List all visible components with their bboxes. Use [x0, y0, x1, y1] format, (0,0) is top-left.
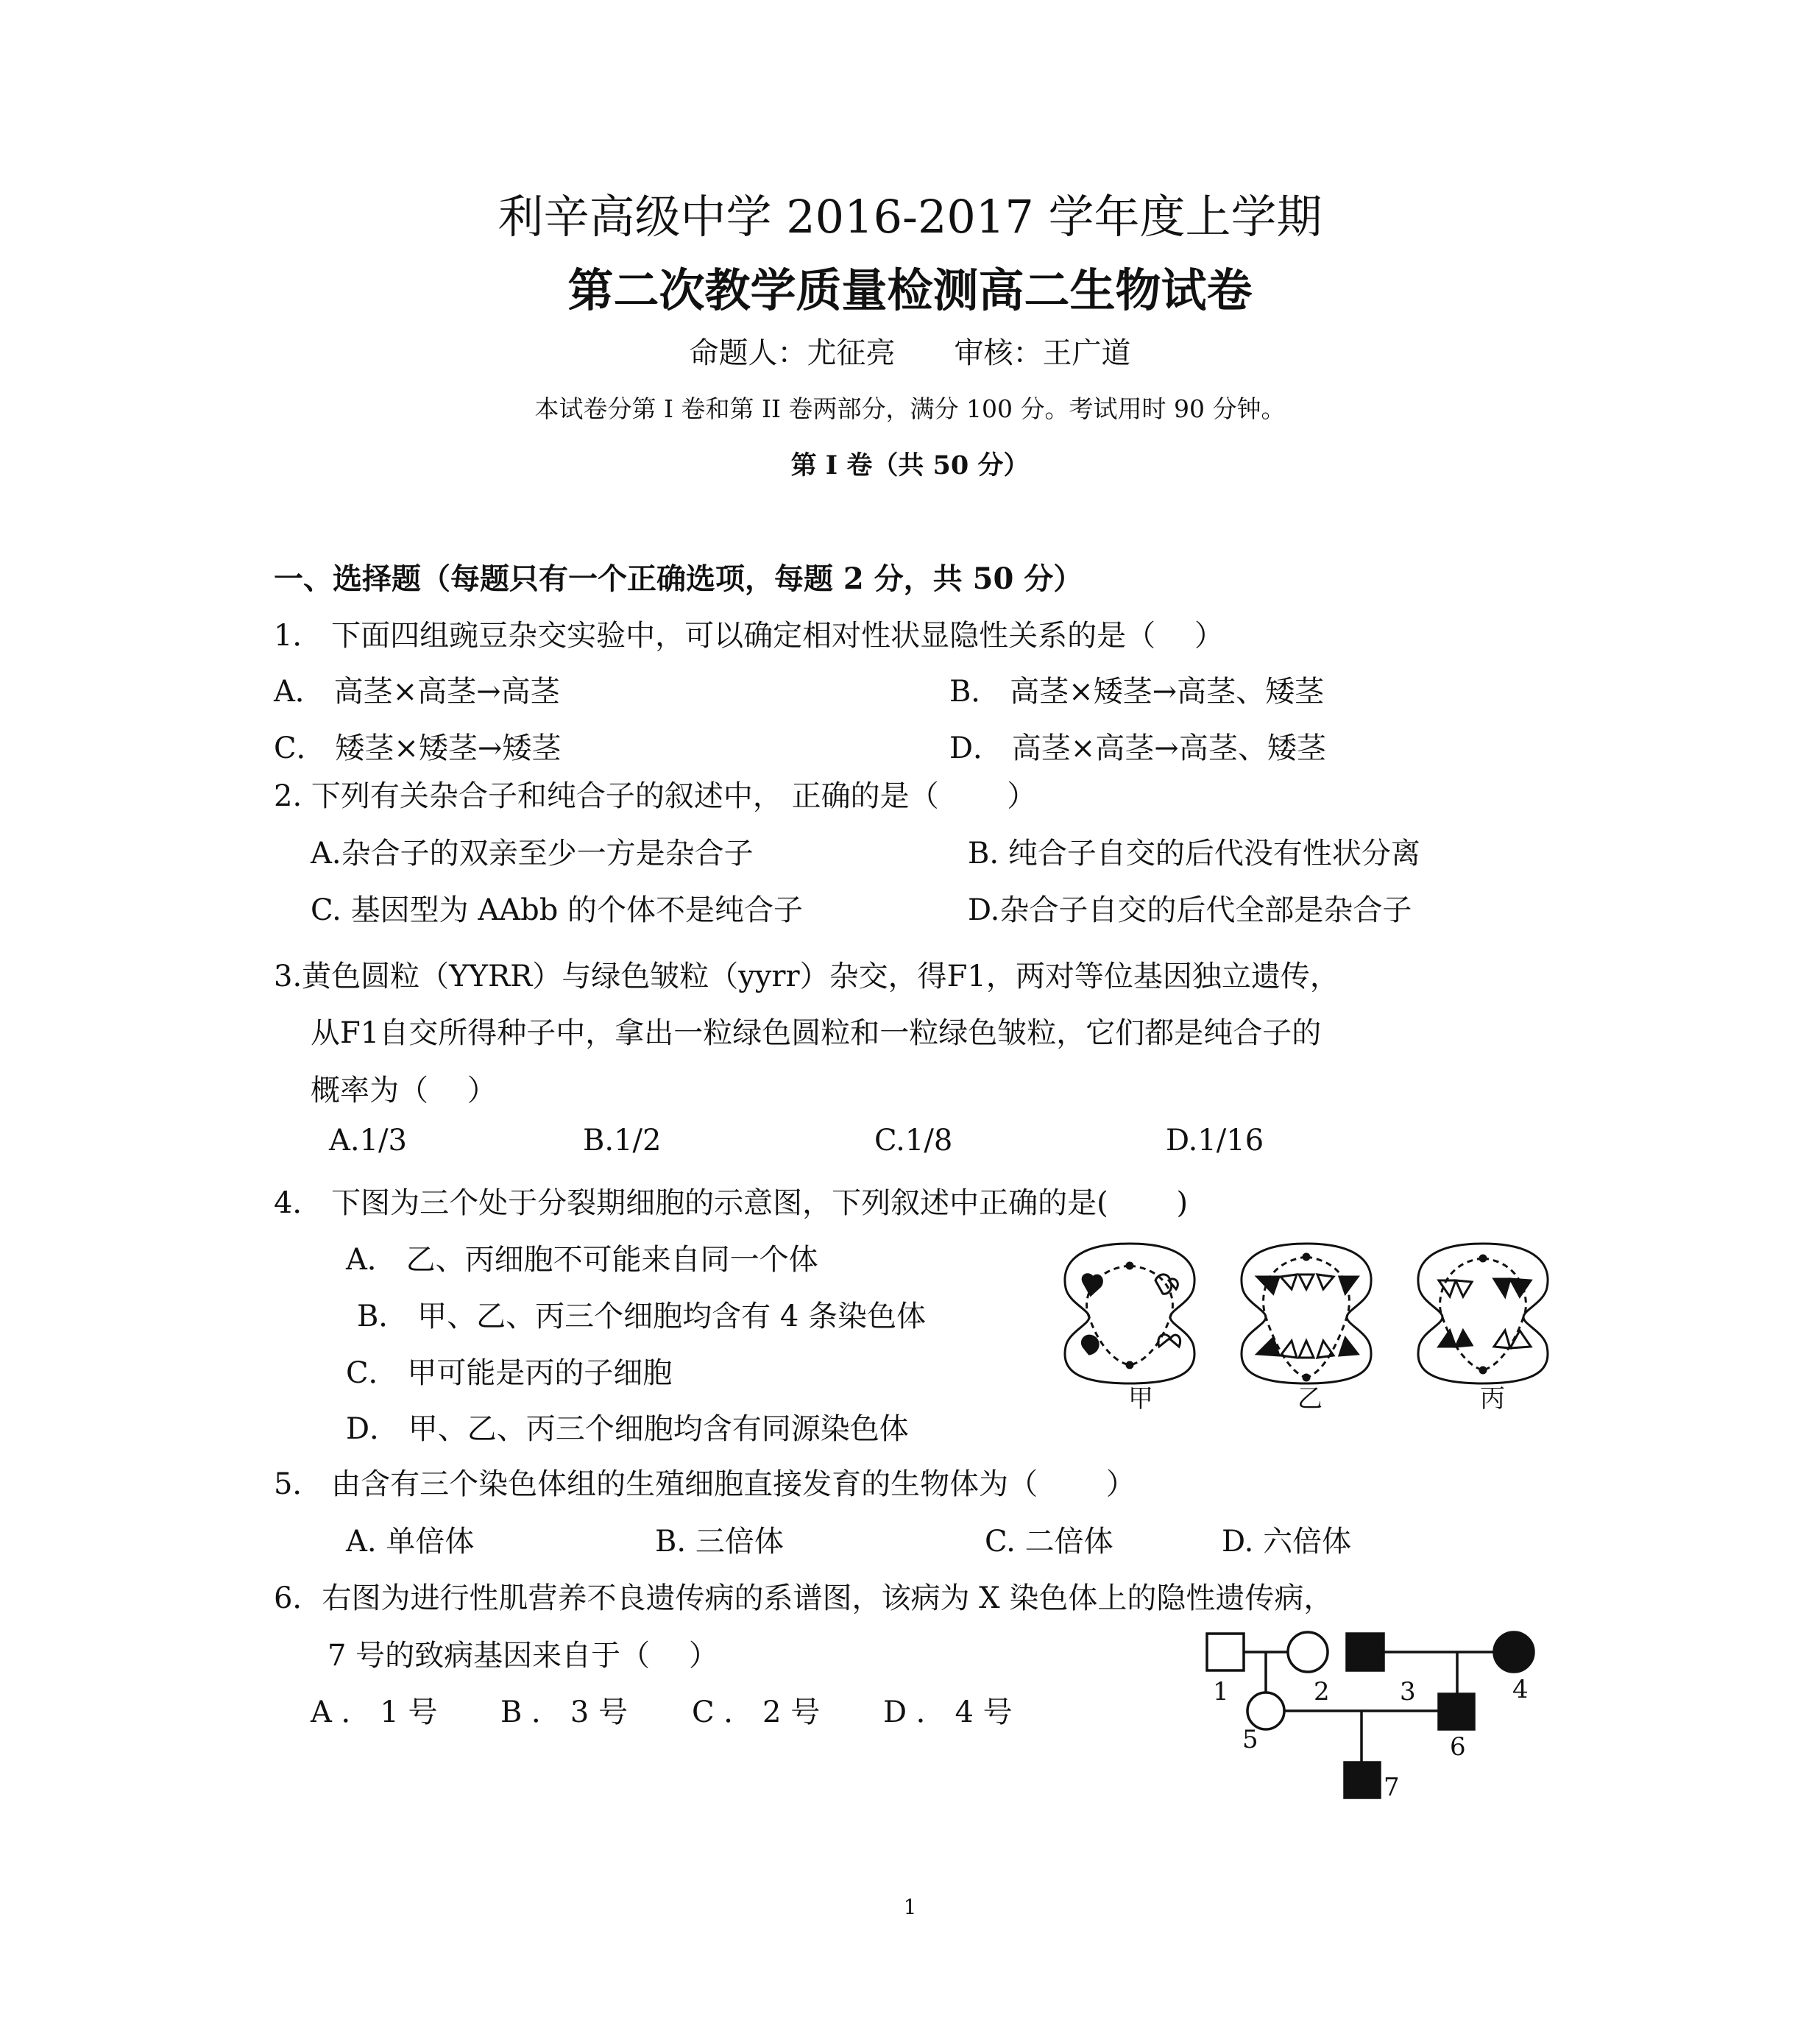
q4-option-c: C． 甲可能是丙的子细胞: [346, 1356, 673, 1390]
pedigree-individual-7: [1345, 1762, 1380, 1798]
q2-option-b: B. 纯合子自交的后代没有性状分离: [968, 837, 1420, 871]
section-heading: 一、选择题（每题只有一个正确选项，每题 2 分，共 50 分）: [274, 561, 1083, 596]
q5-option-c: C. 二倍体: [985, 1525, 1113, 1559]
label-bing: 丙: [1480, 1384, 1505, 1414]
page-number: 1: [903, 1895, 917, 1919]
q1-option-c: C． 矮茎×矮茎→矮茎: [274, 731, 562, 765]
q2-option-c: C. 基因型为 AAbb 的个体不是纯合子: [311, 893, 804, 927]
pedigree-individual-2: [1288, 1632, 1328, 1672]
q3-stem-line2: 从F1自交所得种子中，拿出一粒绿色圆粒和一粒绿色皱粒，它们都是纯合子的: [311, 1016, 1322, 1050]
q3-option-b: B.1/2: [583, 1124, 662, 1158]
q3-option-d: D.1/16: [1166, 1124, 1264, 1158]
q6-option-d: D ． 4 号: [883, 1695, 1013, 1729]
q3-option-a: A.1/3: [329, 1124, 407, 1158]
q4-stem: 4． 下图为三个处于分裂期细胞的示意图，下列叙述中正确的是( ): [274, 1186, 1189, 1220]
pedigree-individual-4: [1494, 1632, 1534, 1672]
q2-stem: 2. 下列有关杂合子和纯合子的叙述中， 正确的是（ ）: [274, 779, 1037, 813]
q6-option-a: A ． 1 号: [311, 1695, 438, 1729]
label-yi: 乙: [1297, 1384, 1322, 1414]
q1-option-b: B． 高茎×矮茎→高茎、矮茎: [949, 675, 1325, 709]
q6-option-b: B ． 3 号: [500, 1695, 628, 1729]
q3-stem-line3: 概率为（ ）: [311, 1074, 497, 1107]
pedigree-individual-5: [1247, 1692, 1284, 1729]
setter: 命题人：尤征亮: [689, 336, 896, 370]
pedigree-label-1: 1: [1213, 1677, 1229, 1706]
cell-jia: [1065, 1244, 1194, 1383]
pedigree-label-6: 6: [1450, 1732, 1466, 1762]
q1-option-d: D． 高茎×高茎→高茎、矮茎: [949, 731, 1326, 765]
cell-yi: [1242, 1244, 1371, 1383]
label-jia: 甲: [1128, 1384, 1153, 1414]
pedigree-individual-1: [1207, 1634, 1244, 1670]
part-title: 第 I 卷（共 50 分）: [790, 450, 1030, 481]
exam-title-line2: 第二次教学质量检测高二生物试卷: [567, 263, 1253, 317]
pedigree-label-4: 4: [1512, 1675, 1529, 1704]
exam-intro: 本试卷分第 I 卷和第 II 卷两部分，满分 100 分。考试用时 90 分钟。: [534, 394, 1286, 423]
q6-stem-line2: 7 号的致病基因来自于（ ）: [327, 1639, 718, 1673]
q5-option-b: B. 三倍体: [655, 1525, 784, 1559]
q6-option-c: C ． 2 号: [692, 1695, 821, 1729]
cell-division-figure: [1060, 1236, 1568, 1417]
q5-stem: 5． 由含有三个染色体组的生殖细胞直接发育的生物体为（ ）: [274, 1467, 1136, 1501]
q3-option-c: C.1/8: [874, 1124, 953, 1158]
pedigree-label-5: 5: [1242, 1725, 1258, 1754]
pedigree-label-7: 7: [1384, 1773, 1400, 1802]
q3-stem-line1: 3.黄色圆粒（YYRR）与绿色皱粒（yyrr）杂交，得F1，两对等位基因独立遗传，: [274, 960, 1339, 993]
pedigree-label-2: 2: [1314, 1677, 1330, 1706]
q2-option-d: D.杂合子自交的后代全部是杂合子: [968, 893, 1412, 927]
authors-line: [0, 330, 1820, 372]
pedigree-individual-6: [1439, 1694, 1474, 1729]
pedigree-individual-3: [1347, 1634, 1384, 1670]
pedigree-chart: [1178, 1619, 1553, 1803]
q4-option-a: A． 乙、丙细胞不可能来自同一个体: [346, 1243, 818, 1277]
exam-title-line1: 利辛高级中学 2016-2017 学年度上学期: [498, 190, 1322, 244]
q6-stem-line1: 6．右图为进行性肌营养不良遗传病的系谱图，该病为 X 染色体上的隐性遗传病，: [274, 1581, 1334, 1615]
q4-option-d: D． 甲、乙、丙三个细胞均含有同源染色体: [346, 1412, 909, 1446]
q4-option-b: B． 甲、乙、丙三个细胞均含有 4 条染色体: [357, 1300, 926, 1333]
q1-stem: 1． 下面四组豌豆杂交实验中，可以确定相对性状显隐性关系的是（ ）: [274, 619, 1224, 653]
q5-option-a: A. 单倍体: [346, 1525, 475, 1559]
cell-bing: [1418, 1244, 1548, 1383]
q5-option-d: D. 六倍体: [1222, 1525, 1352, 1559]
pedigree-label-3: 3: [1400, 1677, 1416, 1706]
q2-option-a: A.杂合子的双亲至少一方是杂合子: [311, 837, 754, 871]
q1-option-a: A． 高茎×高茎→高茎: [274, 675, 560, 709]
reviewer: 审核：王广道: [954, 336, 1131, 370]
